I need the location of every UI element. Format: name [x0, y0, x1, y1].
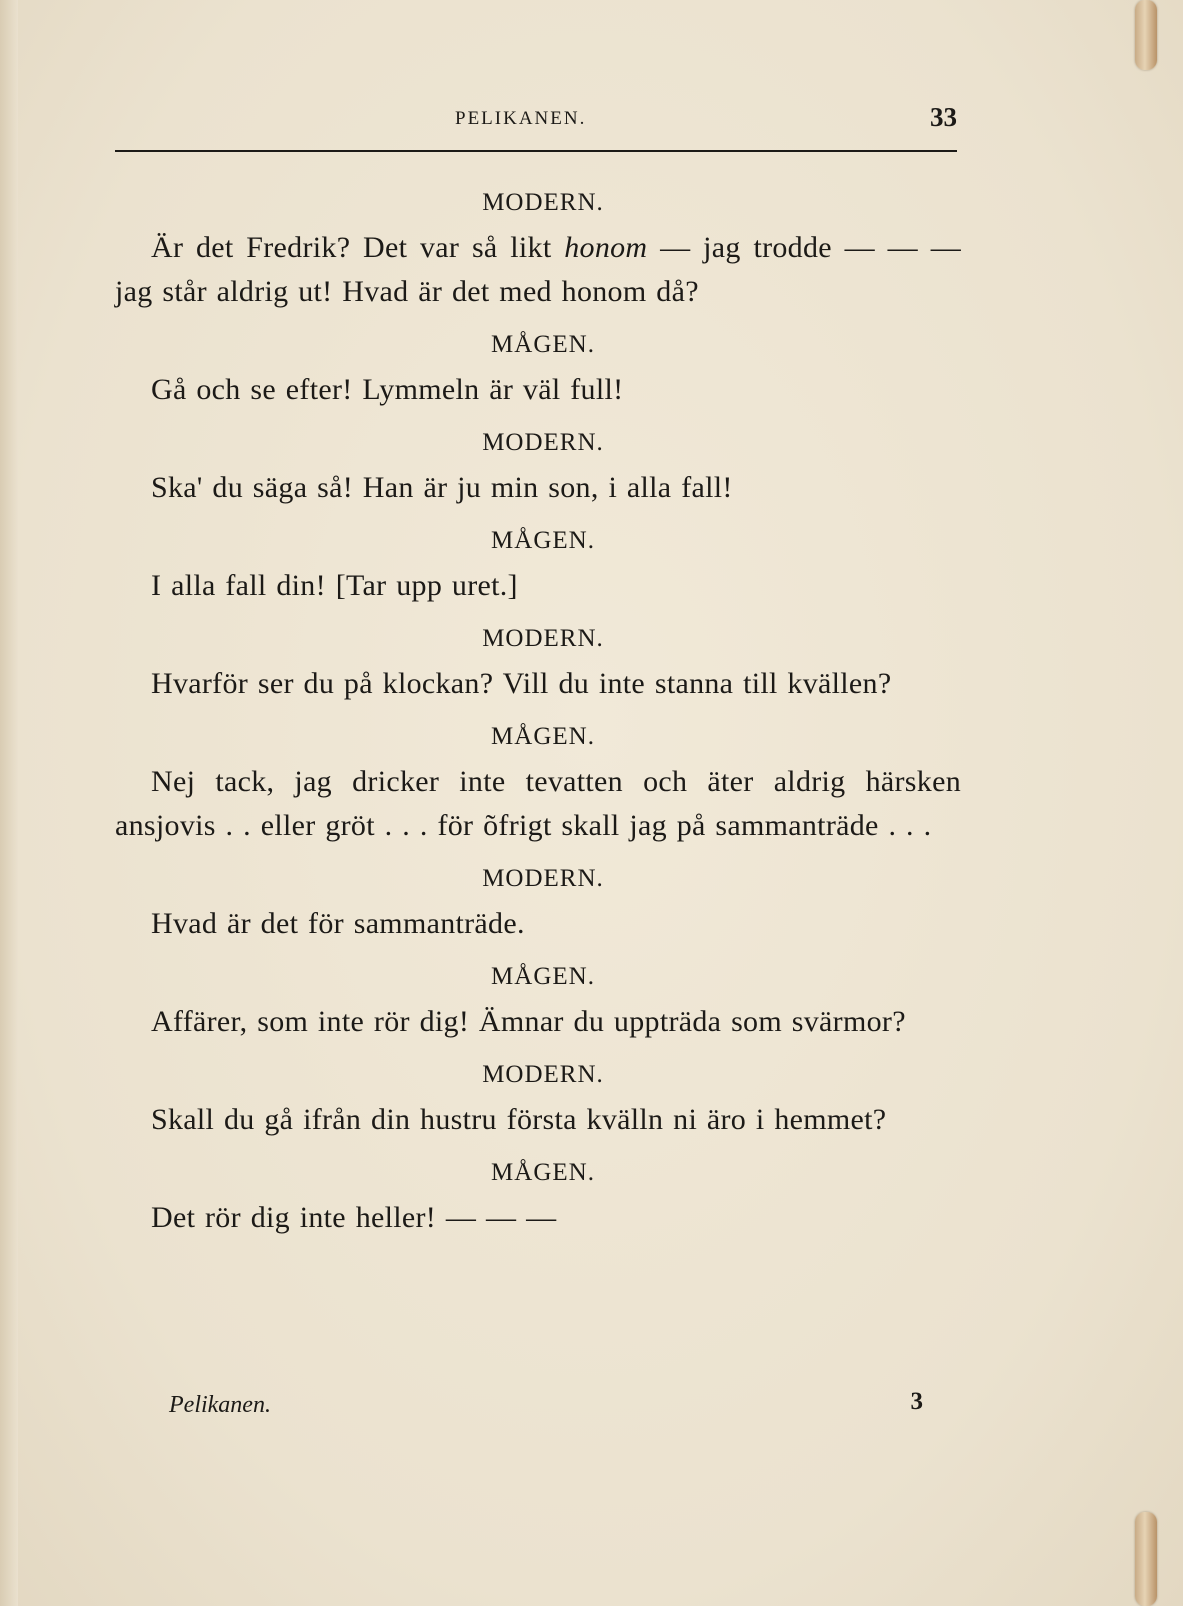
dialogue-line: Hvad är det för sammanträde. [151, 907, 525, 940]
page-footer [115, 1388, 923, 1428]
dialogue-line: Ska' du säga så! Han är ju min son, i alla fall! [151, 471, 733, 504]
page-number: 33 [930, 102, 957, 132]
speaker-name: MÅGEN. [491, 527, 595, 554]
binding-tab-bottom [1135, 1512, 1157, 1606]
running-title: PELIKANEN. [455, 108, 587, 129]
dialogue-line: Nej tack, jag dricker inte tevatten och äter aldrig härsken ansjovis . . eller gröt . . . för õfrigt skall jag på sammanträde . . . [115, 765, 961, 842]
sheet-number: 3 [910, 1388, 923, 1415]
dialogue-line: Det rör dig inte heller! — — — [151, 1201, 557, 1234]
speaker-name: MÅGEN. [491, 723, 595, 750]
emphasized-word: honom [564, 231, 648, 264]
signature-mark: Pelikanen. [169, 1392, 271, 1418]
dialogue-line: Gå och se efter! Lymmeln är väl full! [151, 373, 624, 406]
page-header [115, 100, 957, 134]
dialogue-line: Affärer, som inte rör dig! Ämnar du uppträda som svärmor? [151, 1005, 906, 1038]
speaker-name: MODERN. [482, 865, 604, 892]
speaker-name: MÅGEN. [491, 331, 595, 358]
speaker-name: MÅGEN. [491, 963, 595, 990]
speaker-name: MODERN. [482, 429, 604, 456]
binding-tab-top [1135, 0, 1157, 70]
dialogue-text [115, 180, 961, 1248]
dialogue-line: Hvarför ser du på klockan? Vill du inte stanna till kvällen? [151, 667, 892, 700]
speaker-name: MODERN. [482, 189, 604, 216]
speaker-name: MÅGEN. [491, 1159, 595, 1186]
page-edge-shadow [0, 0, 18, 1606]
speaker-name: MODERN. [482, 1061, 604, 1088]
dialogue-line: Är det Fredrik? Det var så likt honom — jag trodde — — — jag står aldrig ut! Hvad är det med honom då? [115, 231, 961, 308]
dialogue-line: I alla fall din! [Tar upp uret.] [151, 569, 518, 602]
speaker-name: MODERN. [482, 625, 604, 652]
header-rule [115, 150, 957, 152]
dialogue-line: Skall du gå ifrån din hustru första kvälln ni äro i hemmet? [151, 1103, 887, 1136]
